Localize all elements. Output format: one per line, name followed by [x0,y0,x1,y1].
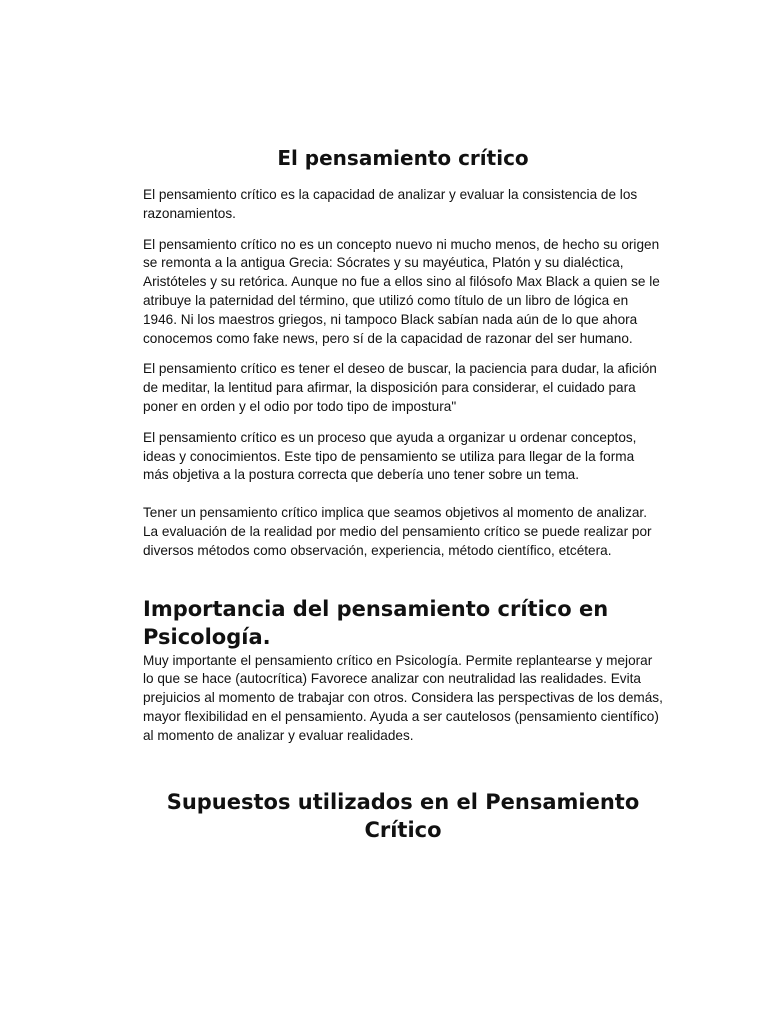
paragraph-disposition: El pensamiento crítico es tener el deseo de buscar, la paciencia para dudar, la afición de meditar, la lentitud para afirmar, la disposición para considerar, el cuidado para poner en orden y el odio por todo tipo de impostura" [143,361,657,414]
paragraph-process: El pensamiento crítico es un proceso que ayuda a organizar u ordenar conceptos, ideas y conocimientos. Este tipo de pensamiento se utiliza para llegar de la forma más objetiva a la postura correcta que debería uno tener sobre un tema. [143,429,637,483]
document-page [143,140,663,844]
document-title: El pensamiento crítico [277,146,529,170]
section-body-importance: Muy importante el pensamiento crítico en Psicología. Permite replantearse y mejorar lo que se hace (autocrítica) Favorece analizar con neutralidad las realidades. Evita prejuicios al momento de trabajar con otros. Considera las perspectivas de los demás, mayor flexibilidad en el pensamiento. Ayuda a ser cautelosos (pensamiento científico) al momento de analizar y evaluar realidades. [143,652,663,743]
paragraph-definition: El pensamiento crítico es la capacidad de analizar y evaluar la consistencia de los razonamientos. [143,187,638,221]
section-heading-assumptions: Supuestos utilizados en el Pensamiento Crítico [166,789,640,842]
paragraph-history: El pensamiento crítico no es un concepto nuevo ni mucho menos, de hecho su origen se remonta a la antigua Grecia: Sócrates y su mayéutica, Platón y su dialéctica, Aristóteles y su retórica. Aunque no fue a ellos sino al filósofo Max Black a quien se le atribuye la paternidad del término, que utilizó como título de un libro de lógica en 1946. Ni los maestros griegos, ni tampoco Black sabían nada aún de lo que ahora conocemos como fake news, pero sí de la capacidad de razonar del ser humano. [143,236,660,346]
paragraph-objectivity: Tener un pensamiento crítico implica que seamos objetivos al momento de analizar. La evaluación de la realidad por medio del pensamiento crítico se puede realizar por diversos métodos como observación, experiencia, método científico, etcétera. [143,505,652,558]
section-heading-importance: Importancia del pensamiento crítico en Psicología. [143,596,609,649]
